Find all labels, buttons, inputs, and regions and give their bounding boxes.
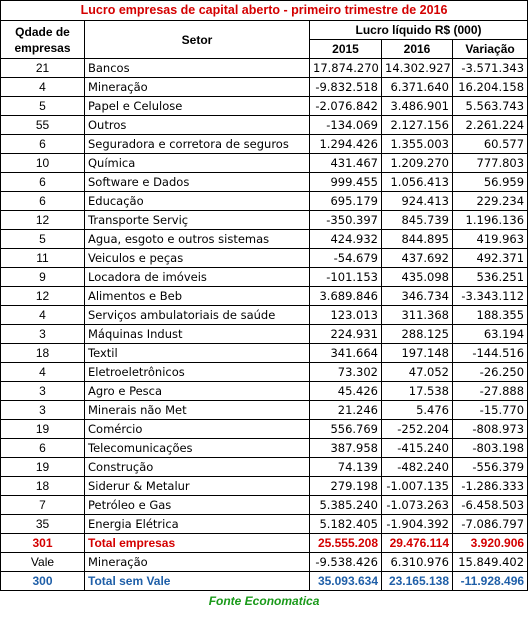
table-row	[1, 249, 528, 268]
qtd-cell: 6	[1, 192, 85, 211]
setor-cell: Total sem Vale	[85, 572, 310, 591]
value-2015-cell: 5.182.405	[310, 515, 382, 534]
value-2016-cell: 288.125	[382, 325, 453, 344]
table-row	[1, 515, 528, 534]
variacao-cell: -556.379	[453, 458, 528, 477]
variacao-cell: 56.959	[453, 173, 528, 192]
value-2015-cell: 279.198	[310, 477, 382, 496]
setor-header: Setor	[85, 21, 310, 59]
setor-cell: Mineração	[85, 553, 310, 572]
setor-cell: Eletroeletrônicos	[85, 363, 310, 382]
setor-cell: Petróleo e Gas	[85, 496, 310, 515]
setor-cell: Energia Elétrica	[85, 515, 310, 534]
setor-cell: Siderur & Metalur	[85, 477, 310, 496]
setor-cell: Locadora de imóveis	[85, 268, 310, 287]
value-2016-cell: 437.692	[382, 249, 453, 268]
value-2016-cell: 845.739	[382, 211, 453, 230]
value-2015-cell: 695.179	[310, 192, 382, 211]
value-2015-cell: -9.832.518	[310, 78, 382, 97]
value-2016-cell: 1.056.413	[382, 173, 453, 192]
table-row	[1, 325, 528, 344]
table-row	[1, 477, 528, 496]
value-2015-cell: 3.689.846	[310, 287, 382, 306]
setor-cell: Seguradora e corretora de seguros	[85, 135, 310, 154]
qtd-cell: 6	[1, 173, 85, 192]
qtd-cell: 3	[1, 382, 85, 401]
table-row	[1, 363, 528, 382]
qtd-cell: 4	[1, 363, 85, 382]
table-row	[1, 382, 528, 401]
qtd-cell: 12	[1, 287, 85, 306]
qtd-header	[1, 21, 85, 59]
setor-cell: Bancos	[85, 59, 310, 78]
value-2016-cell: 6.310.976	[382, 553, 453, 572]
variacao-cell: -27.888	[453, 382, 528, 401]
qtd-cell: 4	[1, 78, 85, 97]
variacao-cell: -3.343.112	[453, 287, 528, 306]
value-2015-cell: 35.093.634	[310, 572, 382, 591]
table-row	[1, 344, 528, 363]
qtd-cell: 5	[1, 97, 85, 116]
variacao-cell: 492.371	[453, 249, 528, 268]
variacao-cell: -3.571.343	[453, 59, 528, 78]
setor-cell: Veiculos e peças	[85, 249, 310, 268]
table-row	[1, 401, 528, 420]
value-2015-cell: 21.246	[310, 401, 382, 420]
qtd-cell: 3	[1, 401, 85, 420]
value-2016-cell: -1.904.392	[382, 515, 453, 534]
value-2016-cell: 346.734	[382, 287, 453, 306]
value-2015-cell: 341.664	[310, 344, 382, 363]
table-row	[1, 97, 528, 116]
variacao-cell: 2.261.224	[453, 116, 528, 135]
variacao-cell: 419.963	[453, 230, 528, 249]
qtd-cell: 21	[1, 59, 85, 78]
value-2015-cell: 424.932	[310, 230, 382, 249]
qtd-cell: 5	[1, 230, 85, 249]
table-row	[1, 420, 528, 439]
value-2015-cell: 123.013	[310, 306, 382, 325]
value-2016-cell: 5.476	[382, 401, 453, 420]
value-2015-cell: 73.302	[310, 363, 382, 382]
value-2016-cell: 3.486.901	[382, 97, 453, 116]
setor-cell: Textil	[85, 344, 310, 363]
value-2016-cell: -415.240	[382, 439, 453, 458]
value-2015-cell: 5.385.240	[310, 496, 382, 515]
value-2015-cell: 387.958	[310, 439, 382, 458]
value-2016-cell: 47.052	[382, 363, 453, 382]
value-2015-cell: 17.874.270	[310, 59, 382, 78]
table-row	[1, 135, 528, 154]
variacao-cell: -144.516	[453, 344, 528, 363]
value-2016-cell: 197.148	[382, 344, 453, 363]
source-note: Fonte Economatica	[208, 594, 320, 608]
qtd-cell: 3	[1, 325, 85, 344]
qtd-cell: 18	[1, 344, 85, 363]
setor-cell: Papel e Celulose	[85, 97, 310, 116]
variacao-cell: -1.286.333	[453, 477, 528, 496]
value-2016-cell: 29.476.114	[382, 534, 453, 553]
setor-cell: Comércio	[85, 420, 310, 439]
setor-cell: Construção	[85, 458, 310, 477]
setor-cell: Total empresas	[85, 534, 310, 553]
setor-cell: Alimentos e Beb	[85, 287, 310, 306]
value-2016-cell: 311.368	[382, 306, 453, 325]
value-2016-cell: 6.371.640	[382, 78, 453, 97]
source-row	[1, 591, 528, 612]
table-row	[1, 78, 528, 97]
table-row	[1, 306, 528, 325]
setor-cell: Software e Dados	[85, 173, 310, 192]
qtd-cell: 35	[1, 515, 85, 534]
qtd-cell: 6	[1, 439, 85, 458]
qtd-cell: 300	[1, 572, 85, 591]
total-sem-vale-row	[1, 572, 528, 591]
setor-cell: Transporte Serviç	[85, 211, 310, 230]
value-2016-cell: 23.165.138	[382, 572, 453, 591]
setor-cell: Agua, esgoto e outros sistemas	[85, 230, 310, 249]
total-row	[1, 534, 528, 553]
table-row	[1, 192, 528, 211]
table-row	[1, 154, 528, 173]
variacao-cell: 229.234	[453, 192, 528, 211]
value-2016-cell: 1.209.270	[382, 154, 453, 173]
lucro-header: Lucro líquido R$ (000)	[310, 21, 528, 40]
variacao-cell: 777.803	[453, 154, 528, 173]
value-2015-cell: -101.153	[310, 268, 382, 287]
variacao-cell: 188.355	[453, 306, 528, 325]
qtd-header-line1: Qdade de	[15, 24, 70, 39]
value-2015-cell: 431.467	[310, 154, 382, 173]
value-2015-cell: -134.069	[310, 116, 382, 135]
qtd-cell: 7	[1, 496, 85, 515]
table-title: Lucro empresas de capital aberto - primeiro trimestre de 2016	[1, 1, 528, 21]
value-2016-cell: -482.240	[382, 458, 453, 477]
table-row	[1, 116, 528, 135]
qtd-cell: 10	[1, 154, 85, 173]
year-2016-header: 2016	[382, 40, 453, 59]
variacao-cell: 60.577	[453, 135, 528, 154]
value-2015-cell: 45.426	[310, 382, 382, 401]
setor-cell: Educação	[85, 192, 310, 211]
value-2015-cell: 999.455	[310, 173, 382, 192]
table-row	[1, 439, 528, 458]
table-row	[1, 458, 528, 477]
value-2016-cell: 2.127.156	[382, 116, 453, 135]
value-2015-cell: -54.679	[310, 249, 382, 268]
title-row	[1, 1, 528, 21]
qtd-cell: 4	[1, 306, 85, 325]
value-2015-cell: 74.139	[310, 458, 382, 477]
value-2015-cell: -350.397	[310, 211, 382, 230]
value-2015-cell: 25.555.208	[310, 534, 382, 553]
variacao-cell: 536.251	[453, 268, 528, 287]
variacao-cell: -11.928.496	[453, 572, 528, 591]
variacao-cell: 1.196.136	[453, 211, 528, 230]
table-row	[1, 173, 528, 192]
qtd-header-line2: empresas	[14, 40, 71, 55]
value-2016-cell: 14.302.927	[382, 59, 453, 78]
setor-cell: Minerais não Met	[85, 401, 310, 420]
value-2016-cell: 435.098	[382, 268, 453, 287]
value-2015-cell: 556.769	[310, 420, 382, 439]
setor-cell: Agro e Pesca	[85, 382, 310, 401]
variacao-cell: -26.250	[453, 363, 528, 382]
table-row	[1, 211, 528, 230]
variacao-cell: -15.770	[453, 401, 528, 420]
table-row	[1, 268, 528, 287]
table-row	[1, 59, 528, 78]
qtd-cell: 19	[1, 420, 85, 439]
value-2016-cell: 1.355.003	[382, 135, 453, 154]
value-2016-cell: 924.413	[382, 192, 453, 211]
value-2015-cell: 1.294.426	[310, 135, 382, 154]
table-row	[1, 496, 528, 515]
value-2016-cell: -1.073.263	[382, 496, 453, 515]
value-2015-cell: 224.931	[310, 325, 382, 344]
setor-cell: Telecomunicações	[85, 439, 310, 458]
qtd-cell: 11	[1, 249, 85, 268]
variacao-cell: -803.198	[453, 439, 528, 458]
variacao-cell: -6.458.503	[453, 496, 528, 515]
qtd-cell: Vale	[1, 553, 85, 572]
qtd-cell: 55	[1, 116, 85, 135]
table-row	[1, 230, 528, 249]
qtd-cell: 12	[1, 211, 85, 230]
variacao-cell: -7.086.797	[453, 515, 528, 534]
variacao-cell: -808.973	[453, 420, 528, 439]
value-2016-cell: -252.204	[382, 420, 453, 439]
variacao-header: Variação	[453, 40, 528, 59]
value-2015-cell: -2.076.842	[310, 97, 382, 116]
qtd-cell: 9	[1, 268, 85, 287]
qtd-cell: 6	[1, 135, 85, 154]
setor-cell: Máquinas Indust	[85, 325, 310, 344]
setor-cell: Serviços ambulatoriais de saúde	[85, 306, 310, 325]
variacao-cell: 5.563.743	[453, 97, 528, 116]
value-2016-cell: 844.895	[382, 230, 453, 249]
value-2016-cell: 17.538	[382, 382, 453, 401]
setor-cell: Outros	[85, 116, 310, 135]
table-row	[1, 287, 528, 306]
year-2015-header: 2015	[310, 40, 382, 59]
qtd-cell: 301	[1, 534, 85, 553]
variacao-cell: 3.920.906	[453, 534, 528, 553]
qtd-cell: 18	[1, 477, 85, 496]
vale-row	[1, 553, 528, 572]
variacao-cell: 15.849.402	[453, 553, 528, 572]
setor-cell: Química	[85, 154, 310, 173]
variacao-cell: 16.204.158	[453, 78, 528, 97]
header-row-1	[1, 21, 528, 40]
value-2016-cell: -1.007.135	[382, 477, 453, 496]
value-2015-cell: -9.538.426	[310, 553, 382, 572]
variacao-cell: 63.194	[453, 325, 528, 344]
setor-cell: Mineração	[85, 78, 310, 97]
qtd-cell: 19	[1, 458, 85, 477]
